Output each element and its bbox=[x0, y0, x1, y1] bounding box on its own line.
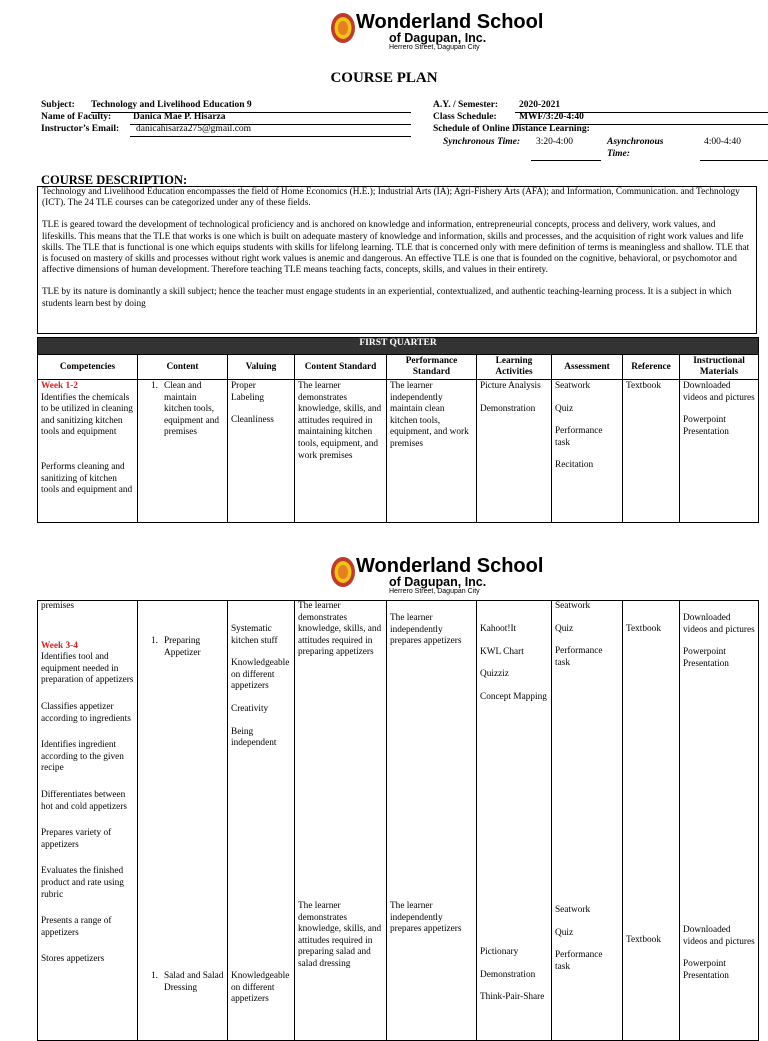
competency-item: Identifies ingredient according to the given recipe bbox=[41, 740, 124, 774]
performance-standard-cell: The learner independently maintain clean kitchen tools, equipment, and work premises bbox=[387, 380, 477, 523]
activity-item: Demonstration bbox=[480, 403, 536, 414]
school-seal-icon bbox=[330, 556, 356, 588]
material-item: Downloaded videos and pictures bbox=[683, 381, 755, 403]
competency-item: Evaluates the finished product and rate using rubric bbox=[41, 866, 124, 900]
async-label-2: Time: bbox=[607, 149, 630, 159]
assessment-item: Seatwork bbox=[555, 381, 591, 391]
assessment-item: Performance task bbox=[555, 426, 603, 448]
material-item: Powerpoint Presentation bbox=[683, 959, 729, 981]
activity-item: Demonstration bbox=[480, 969, 536, 980]
week-label: Week 3-4 bbox=[41, 640, 78, 651]
course-plan-table-page-2 bbox=[37, 600, 759, 1041]
school-subtitle: of Dagupan, Inc. bbox=[389, 31, 487, 45]
competency-item: Classifies appetizer according to ingredients bbox=[41, 701, 131, 724]
assessment-cell bbox=[552, 601, 623, 1041]
activity-item: KWL Chart bbox=[480, 646, 524, 657]
assessment-item: Performance task bbox=[555, 646, 603, 668]
course-plan-table-page-1 bbox=[37, 337, 759, 523]
content-cell bbox=[138, 601, 228, 1041]
column-header: Competencies bbox=[38, 355, 138, 380]
learning-activities-cell bbox=[477, 601, 552, 1041]
competency-item: premises bbox=[41, 601, 75, 611]
performance-standard-item: The learner independently prepares appetizers bbox=[390, 613, 462, 647]
content-standard-cell bbox=[295, 601, 387, 1041]
competencies-cell bbox=[38, 380, 138, 523]
school-logo bbox=[330, 11, 544, 52]
week-label: Week 1-2 bbox=[41, 381, 78, 391]
reference-cell: Textbook bbox=[623, 380, 680, 523]
content-standard-cell: The learner demonstrates knowledge, skills, and attitudes required in maintaining kitchen tools, equipment, and work premises bbox=[295, 380, 387, 523]
table-row bbox=[38, 380, 759, 523]
description-paragraph-2: TLE is geared toward the development of technological proficiency and is anchored on knowledge and information, entrepreneurial concepts, process and delivery, work values, and lifeskills. This means that the TLE that works is one which is built on adequate mastery of knowledge and information, skills and processes, and the acquisition of right work values and life skills. The TLE that is functional is one which equips students with skills for lifelong learning. TLE that is concerned only with mere definition of terms is meaningless and shallow. TLE that is focused on mastery of skills and processes without right work values is anemic and dangerous. An effective TLE is one that is founded on the cognitive, behavioral, or psychomotor and affective dimensions of human development. Therefore teaching TLE means teaching facts, concepts, skills, and values in their entirety. bbox=[42, 220, 750, 276]
activity-item: Think-Pair-Share bbox=[480, 992, 545, 1003]
school-name: Wonderland School bbox=[356, 555, 544, 577]
ay-value: 2020-2021 bbox=[519, 100, 561, 110]
async-underline bbox=[700, 160, 768, 161]
column-header: Valuing bbox=[228, 355, 295, 380]
assessment-item: Performance task bbox=[555, 950, 603, 972]
quarter-header: FIRST QUARTER bbox=[38, 338, 759, 355]
competency-item: Identifies the chemicals to be utilized in cleaning and sanitizing kitchen tools and equipment bbox=[41, 392, 133, 438]
table-header-row bbox=[38, 355, 759, 380]
valuing-item: Systematic kitchen stuff bbox=[231, 624, 278, 646]
competency-item: Differentiates between hot and cold appetizers bbox=[41, 789, 127, 812]
async-label: Asynchronous bbox=[607, 137, 664, 147]
column-header: Content bbox=[138, 355, 228, 380]
content-standard-item: The learner demonstrates knowledge, skills, and attitudes required in preparing salad and salad dressing bbox=[298, 901, 382, 969]
performance-standard-item: The learner independently prepares appetizers bbox=[390, 901, 462, 935]
list-number: 1. bbox=[151, 971, 158, 981]
async-value: 4:00-4:40 bbox=[704, 137, 741, 147]
course-description-heading: COURSE DESCRIPTION: bbox=[41, 173, 188, 187]
learning-activities-cell bbox=[477, 380, 552, 523]
activity-item: Concept Mapping bbox=[480, 691, 547, 702]
email-value: danicahisarza275@gmail.com bbox=[136, 124, 252, 134]
activity-item: Quizziz bbox=[480, 669, 509, 680]
assessment-item: Recitation bbox=[555, 460, 594, 471]
column-header: Reference bbox=[623, 355, 680, 380]
course-description-box bbox=[37, 186, 757, 334]
school-address: Herrero Street, Dagupan City bbox=[389, 44, 480, 51]
description-paragraph-3: TLE by its nature is dominantly a skill subject; hence the teacher must engage students in an experiential, contextualized, and authentic teaching-learning process. It is a subject in which students learn best by doing bbox=[42, 287, 732, 309]
column-header: Assessment bbox=[552, 355, 623, 380]
schedule-value: MWF/3:20-4:40 bbox=[519, 112, 584, 122]
schedule-label: Class Schedule: bbox=[433, 112, 497, 122]
column-header: Instructional Materials bbox=[680, 355, 759, 380]
valuing-item: Creativity bbox=[231, 703, 269, 714]
material-item: Downloaded videos and pictures bbox=[683, 925, 755, 947]
assessment-item: Quiz bbox=[555, 403, 574, 414]
subject-label: Subject: bbox=[41, 100, 75, 110]
list-number: 1. bbox=[151, 381, 158, 391]
material-item: Powerpoint Presentation bbox=[683, 415, 729, 437]
activity-item: Picture Analysis bbox=[480, 381, 541, 391]
valuing-item: Proper Labeling bbox=[231, 381, 265, 403]
school-logo bbox=[330, 555, 544, 596]
reference-item: Textbook bbox=[626, 624, 661, 634]
assessment-item: Seatwork bbox=[555, 601, 591, 611]
valuing-item: Knowledgeable on different appetizers bbox=[231, 658, 290, 692]
materials-cell bbox=[680, 380, 759, 523]
content-item: Salad and Salad Dressing bbox=[164, 971, 224, 993]
competency-item: Prepares variety of appetizers bbox=[41, 828, 112, 850]
faculty-label: Name of Faculty: bbox=[41, 112, 112, 122]
activity-item: Kahoot!It bbox=[480, 624, 517, 634]
assessment-item: Quiz bbox=[555, 623, 574, 634]
material-item: Powerpoint Presentation bbox=[683, 647, 729, 669]
content-cell bbox=[138, 380, 228, 523]
subject-value: Technology and Livelihood Education 9 bbox=[91, 100, 252, 110]
assessment-cell bbox=[552, 380, 623, 523]
competency-item: Performs cleaning and sanitizing of kitchen tools and equipment and bbox=[41, 461, 133, 496]
valuing-cell bbox=[228, 601, 295, 1041]
email-underline bbox=[130, 136, 411, 137]
competency-item: Identifies tool and equipment needed in preparation of appetizers bbox=[41, 652, 134, 686]
competencies-cell bbox=[38, 601, 138, 1041]
materials-cell bbox=[680, 601, 759, 1041]
school-name: Wonderland School bbox=[356, 11, 544, 33]
content-standard-item: The learner demonstrates knowledge, skills, and attitudes required in preparing appetizers bbox=[298, 601, 382, 658]
column-header: Learning Activities bbox=[477, 355, 552, 380]
ay-label: A.Y. / Semester: bbox=[433, 100, 499, 110]
content-item: Clean and maintain kitchen tools, equipment and premises bbox=[164, 381, 219, 438]
competency-item: Stores appetizers bbox=[41, 954, 105, 965]
column-header: Performance Standard bbox=[387, 355, 477, 380]
school-seal-icon bbox=[330, 12, 356, 44]
sync-label: Synchronous Time: bbox=[443, 137, 520, 147]
assessment-item: Seatwork bbox=[555, 905, 591, 915]
content-item: Preparing Appetizer bbox=[164, 636, 201, 658]
faculty-value: Danica Mae P. Hisarza bbox=[133, 112, 226, 122]
activity-item: Pictionary bbox=[480, 947, 519, 957]
list-number: 1. bbox=[151, 636, 158, 646]
competency-item: Presents a range of appetizers bbox=[41, 916, 112, 938]
valuing-item: Being independent bbox=[231, 726, 277, 749]
valuing-cell bbox=[228, 380, 295, 523]
material-item: Downloaded videos and pictures bbox=[683, 613, 755, 635]
column-header: Content Standard bbox=[295, 355, 387, 380]
reference-item: Textbook bbox=[626, 935, 661, 945]
assessment-item: Quiz bbox=[555, 927, 574, 938]
sync-value: 3:20-4:00 bbox=[536, 137, 573, 147]
performance-standard-cell bbox=[387, 601, 477, 1041]
email-label: Instructor’s Email: bbox=[41, 124, 120, 134]
valuing-item: Cleanliness bbox=[231, 415, 274, 426]
odl-label: Schedule of Online Distance Learning: bbox=[433, 124, 590, 134]
school-address: Herrero Street, Dagupan City bbox=[389, 588, 480, 595]
sync-underline bbox=[531, 160, 601, 161]
valuing-item: Knowledgeable on different appetizers bbox=[231, 971, 290, 1005]
table-row bbox=[38, 601, 759, 1041]
page-title: COURSE PLAN bbox=[330, 70, 438, 86]
reference-cell bbox=[623, 601, 680, 1041]
school-subtitle: of Dagupan, Inc. bbox=[389, 575, 487, 589]
description-paragraph-1: Technology and Livelihood Education encompasses the field of Home Economics (H.E.); Industrial Arts (IA); Agri-Fishery Arts (AFA); and Information, Communication. and Technology (ICT). The 24 TLE courses can be categorized under any of these fields. bbox=[42, 187, 740, 209]
